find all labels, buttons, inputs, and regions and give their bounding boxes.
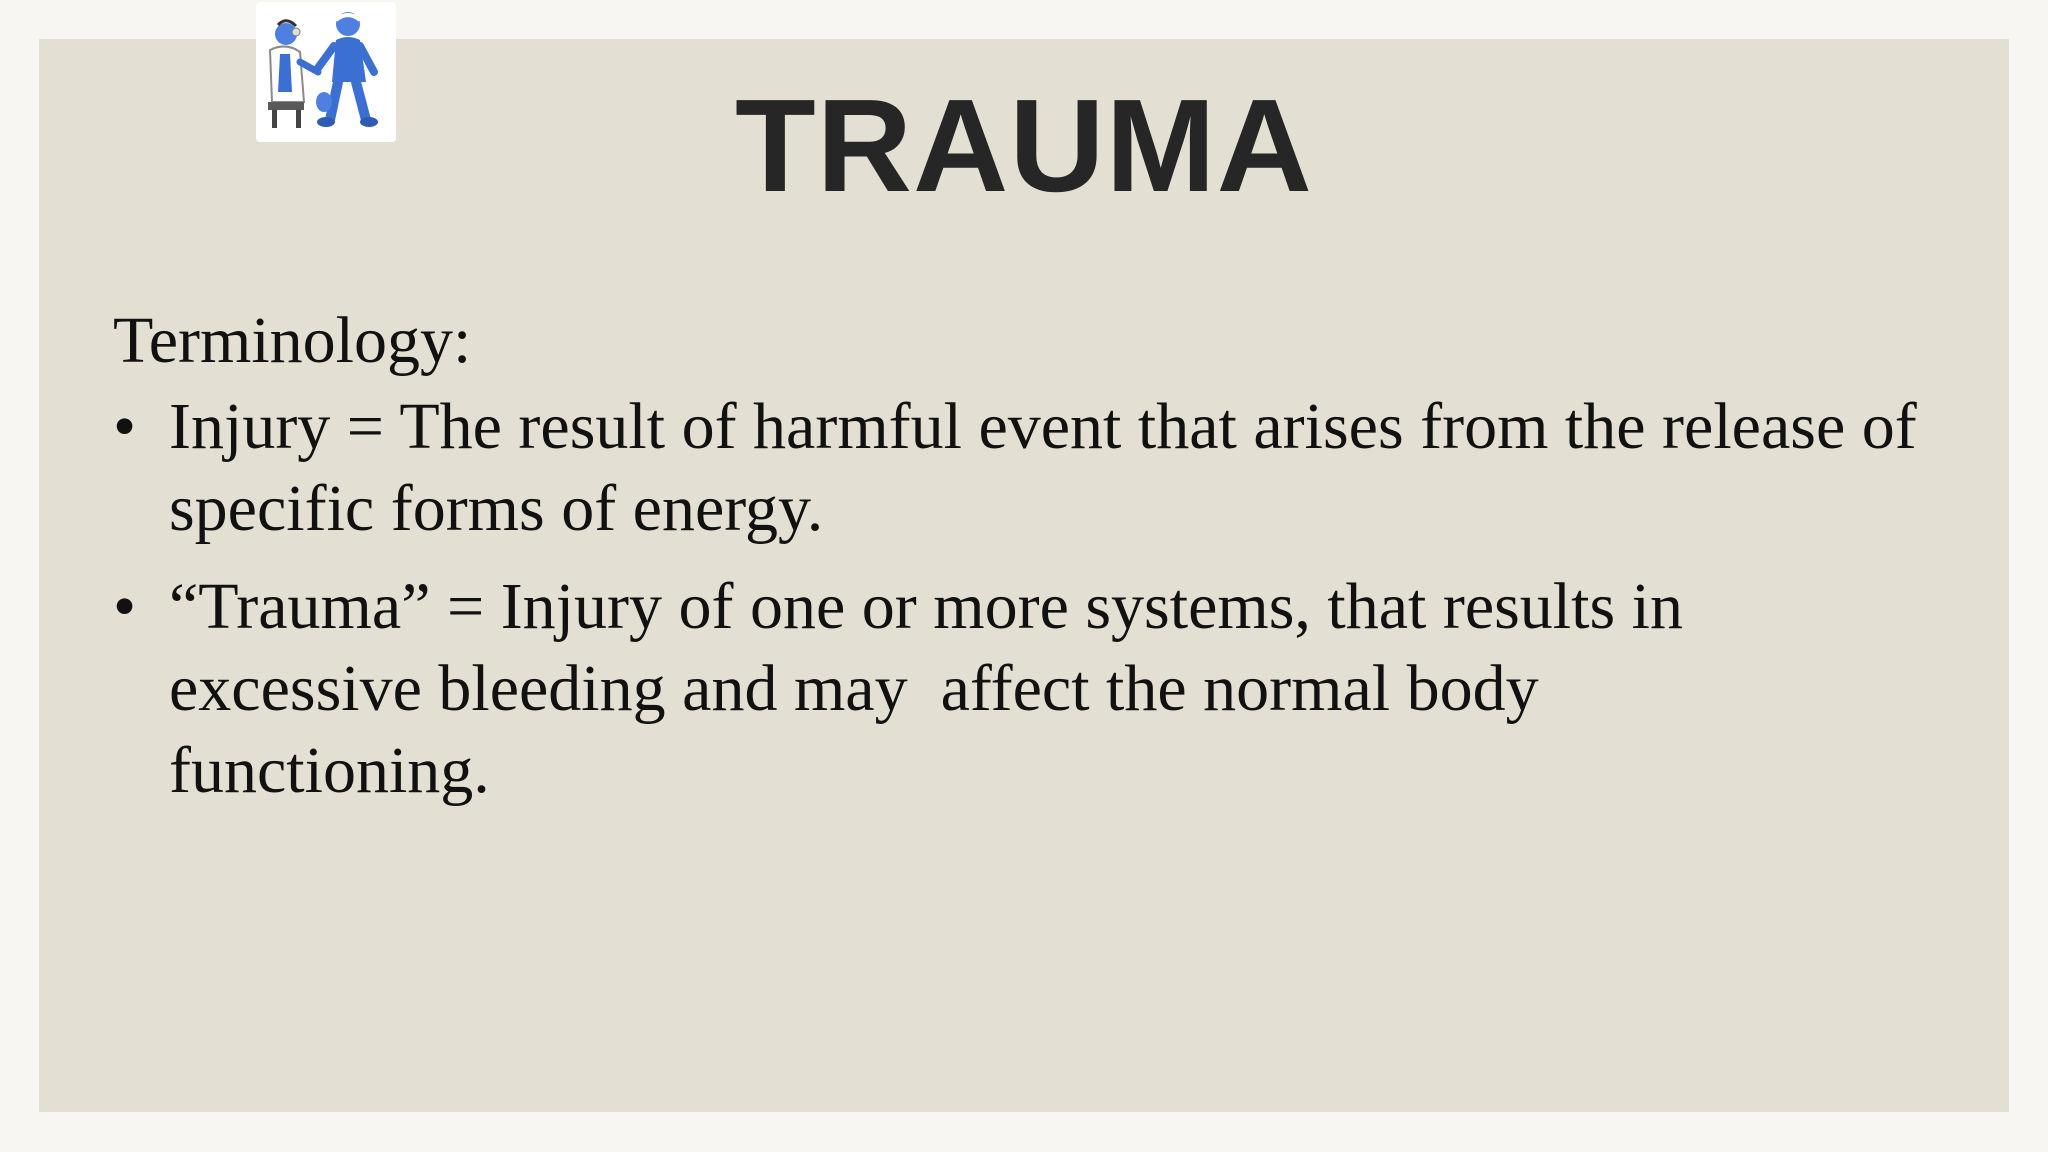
bullet-item-injury (113, 386, 1993, 550)
bullet-line: “Trauma” = Injury of one or more systems, that results in (169, 570, 1684, 643)
bullet-line: specific forms of energy. (169, 472, 824, 545)
terminology-heading: Terminology: (113, 304, 472, 377)
bullet-line: Injury = The result of harmful event that arises from the release of (169, 390, 1917, 463)
bullet-list (113, 386, 1993, 812)
slide-title: TRAUMA (735, 72, 1313, 219)
slide-body (113, 300, 1993, 828)
bullet-item-trauma (113, 566, 1993, 812)
bullet-dot: • (113, 390, 137, 463)
bullet-line: excessive bleeding and may affect the normal body (169, 652, 1539, 725)
bullet-line: functioning. (169, 734, 490, 807)
bullet-dot: • (113, 570, 137, 643)
